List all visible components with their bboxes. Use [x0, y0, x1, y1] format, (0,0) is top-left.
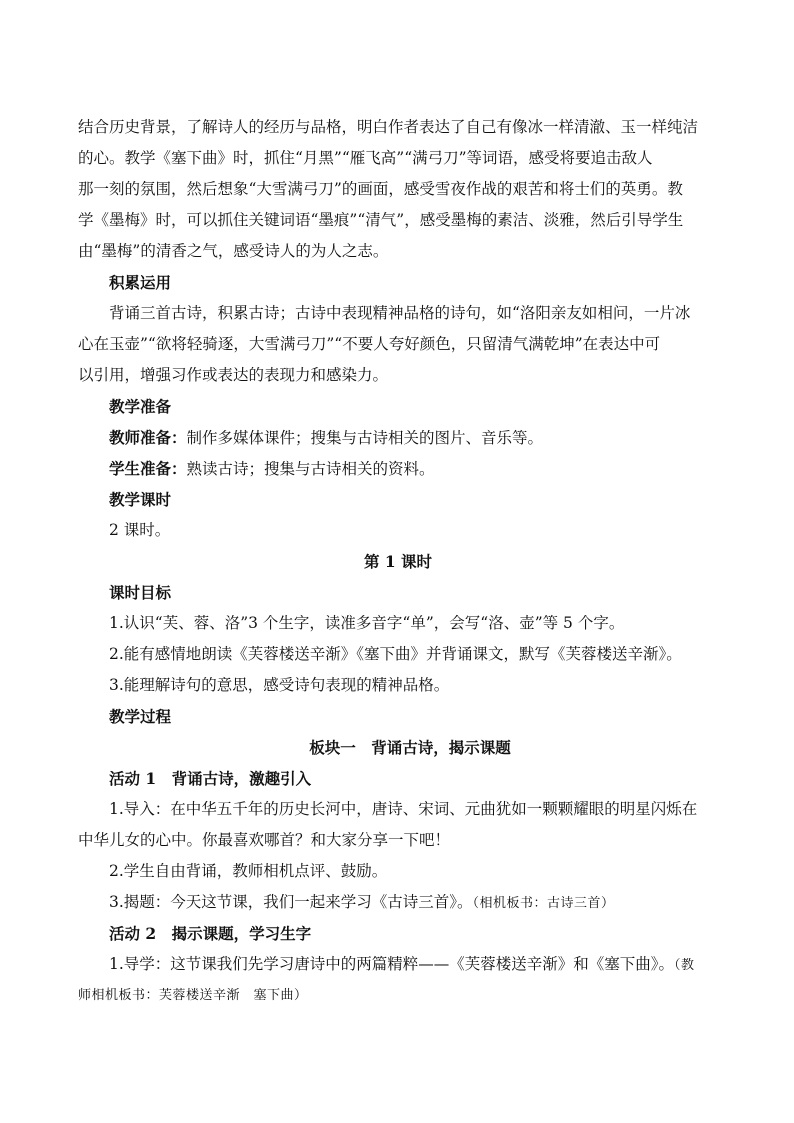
- board-note-2b: 师相机板书：芙蓉楼送辛渐 塞下曲）: [78, 988, 308, 1003]
- board-note-2a: （教: [674, 958, 695, 973]
- hours-text: 2 课时。: [109, 521, 171, 539]
- section-heading-process: 教学过程: [109, 707, 172, 726]
- activity-2-item-1-line-1: [78, 949, 718, 980]
- goal-item-1: 1.认识“芙、蓉、洛”3 个生字，读准多音字“单”，会写“洛、壶”等 5 个字。: [109, 614, 625, 632]
- accum-line-3: 以引用，增强习作或表达的表现力和感染力。: [78, 366, 389, 384]
- intro-line-2: 的心。教学《塞下曲》时，抓住“月黑”“雁飞高”“满弓刀”等词语，感受将要追击敌人: [78, 149, 653, 167]
- lesson-title: 第 1 课时: [363, 552, 433, 571]
- board-note-1: （相机板书：古诗三首）: [472, 896, 615, 911]
- accum-line-1: 背诵三首古诗，积累古诗；古诗中表现精神品格的诗句，如“洛阳亲友如相问，一片冰: [109, 304, 691, 322]
- teacher-prep: [78, 422, 718, 453]
- teacher-prep-label: 教师准备：: [109, 428, 187, 447]
- activity-1-title: 活动 1 背诵古诗，激趣引入: [109, 769, 312, 788]
- section-heading-hours: 教学课时: [109, 490, 172, 509]
- activity-2-title: 活动 2 揭示课题，学习生字: [109, 924, 312, 943]
- block-title: 板块一 背诵古诗，揭示课题: [309, 738, 511, 757]
- section-heading-accumulate: 积累运用: [109, 273, 172, 292]
- accum-line-2: 心在玉壶”“欲将轻骑逐，大雪满弓刀”“不要人夸好颜色，只留清气满乾坤”在表达中可: [78, 335, 661, 353]
- intro-line-4: 学《墨梅》时，可以抓住关键词语“墨痕”“清气”，感受墨梅的素洁、淡雅，然后引导学生: [78, 211, 684, 229]
- section-heading-goals: 课时目标: [109, 583, 172, 602]
- activity-2-item-1-main: 1.导学：这节课我们先学习唐诗中的两篇精粹——《芙蓉楼送辛渐》和《塞下曲》。: [109, 955, 675, 973]
- activity-1-item-2: 2.学生自由背诵，教师相机点评、鼓励。: [109, 862, 388, 880]
- intro-line-1: 结合历史背景，了解诗人的经历与品格，明白作者表达了自己有像冰一样清澈、玉一样纯洁: [78, 118, 699, 136]
- goal-item-2: 2.能有感情地朗读《芙蓉楼送辛渐》《塞下曲》并背诵课文，默写《芙蓉楼送辛渐》。: [109, 645, 682, 663]
- teacher-prep-text: 制作多媒体课件；搜集与古诗相关的图片、音乐等。: [186, 429, 544, 447]
- section-heading-preparation: 教学准备: [109, 397, 172, 416]
- activity-1-item-1-line-1: 1.导入：在中华五千年的历史长河中，唐诗、宋词、元曲犹如一颗颗耀眼的明星闪烁在: [109, 800, 698, 818]
- intro-line-3: 那一刻的氛围，然后想象“大雪满弓刀”的画面，感受雪夜作战的艰苦和将士们的英勇。教: [78, 180, 683, 198]
- document-body: [78, 112, 718, 1011]
- student-prep-label: 学生准备：: [109, 459, 187, 478]
- activity-1-item-3: [78, 887, 718, 918]
- student-prep-text: 熟读古诗；搜集与古诗相关的资料。: [186, 460, 435, 478]
- goal-item-3: 3.能理解诗句的意思，感受诗句表现的精神品格。: [109, 676, 450, 694]
- activity-1-item-3-main: 3.揭题：今天这节课，我们一起来学习《古诗三首》。: [109, 893, 473, 911]
- intro-line-5: 由“墨梅”的清香之气，感受诗人的为人之志。: [78, 242, 389, 260]
- activity-1-item-1-line-2: 中华儿女的心中。你最喜欢哪首？和大家分享一下吧！: [78, 831, 451, 849]
- student-prep: [78, 453, 718, 484]
